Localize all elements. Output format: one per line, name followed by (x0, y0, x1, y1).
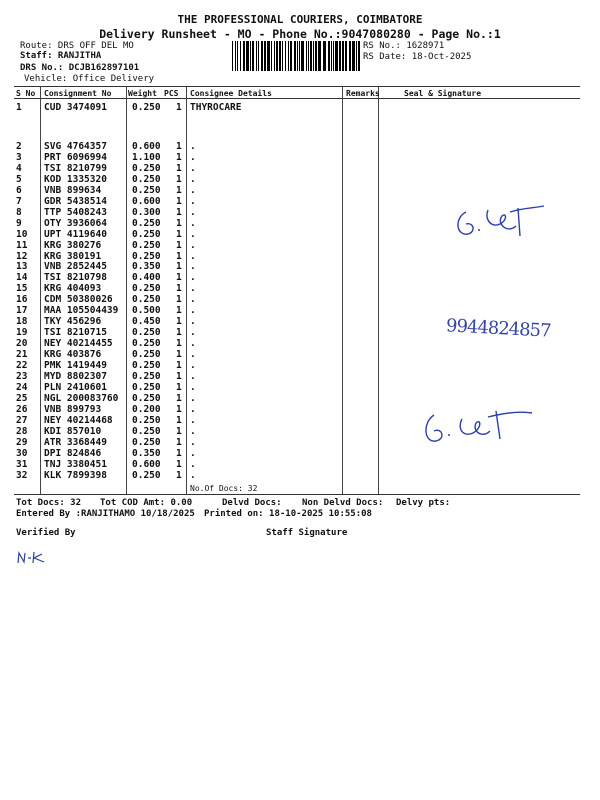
row-weight: 0.250 (132, 425, 161, 437)
barcode-bar (282, 41, 283, 71)
row-consignment-no: KDI 857010 (44, 425, 102, 437)
row-pcs: 1 (176, 338, 182, 350)
row-consignment-no: SVG 4764357 (44, 141, 107, 152)
row-pcs: 1 (176, 403, 182, 415)
row-consignee: . (190, 338, 196, 350)
row-consignee: . (190, 141, 196, 152)
row-weight: 0.400 (132, 272, 161, 284)
row-pcs: 1 (176, 447, 182, 459)
drs-number: DRS No.: DCJB162897101 (20, 63, 140, 73)
row-pcs: 1 (176, 370, 182, 382)
row-consignment-no: TSI 8210715 (44, 327, 107, 339)
row-sno: 11 (16, 239, 28, 251)
header-remarks: Remarks (346, 89, 380, 98)
row-weight: 0.250 (132, 250, 161, 262)
company-title: THE PROFESSIONAL COURIERS, COIMBATORE (177, 13, 423, 26)
row-pcs: 1 (176, 425, 182, 437)
row-consignment-no: KRG 403876 (44, 349, 102, 361)
row-consignment-no: GDR 5438514 (44, 195, 107, 207)
row-sno: 21 (16, 349, 28, 361)
row-consignee: . (190, 403, 196, 415)
row-consignee: . (190, 349, 196, 361)
row-weight: 0.250 (132, 360, 161, 371)
row-consignment-no: VNB 899793 (44, 403, 102, 415)
barcode-bar (288, 41, 289, 71)
table-header-border (14, 98, 580, 99)
column-divider (126, 87, 127, 494)
barcode (232, 41, 360, 71)
row-consignment-no: PRT 6096994 (44, 151, 107, 163)
row-consignment-no: CUD 3474091 (44, 102, 107, 113)
header-sno: S No (16, 89, 36, 98)
row-weight: 0.600 (132, 458, 161, 470)
row-sno: 8 (16, 206, 22, 218)
row-consignment-no: TNJ 3380451 (44, 458, 107, 470)
row-weight: 0.250 (132, 392, 161, 404)
row-sno: 30 (16, 447, 28, 459)
barcode-bar (271, 41, 272, 71)
row-consignee: . (190, 469, 196, 481)
row-weight: 0.350 (132, 261, 161, 273)
no-of-docs: No.Of Docs: 32 (190, 484, 258, 493)
row-pcs: 1 (176, 195, 182, 207)
row-consignee: . (190, 381, 196, 393)
tot-cod-amt: Tot COD Amt: 0.00 (100, 498, 193, 508)
row-weight: 0.600 (132, 195, 161, 207)
row-sno: 1 (16, 102, 22, 113)
row-sno: 14 (16, 272, 28, 284)
row-pcs: 1 (176, 272, 182, 284)
row-weight: 0.350 (132, 447, 161, 459)
barcode-bar (328, 41, 330, 71)
staff-label: Staff: RANJITHA (20, 51, 102, 61)
barcode-bar (352, 41, 355, 71)
row-consignee: . (190, 173, 196, 185)
header-seal-signature: Seal & Signature (404, 89, 482, 98)
row-weight: 0.500 (132, 305, 161, 317)
row-pcs: 1 (176, 151, 182, 163)
table-top-border (14, 86, 580, 87)
row-consignee: . (190, 250, 196, 262)
barcode-bar (267, 41, 270, 71)
row-consignee: . (190, 151, 196, 163)
row-pcs: 1 (176, 173, 182, 185)
row-weight: 0.250 (132, 228, 161, 240)
header-weight: Weight (128, 89, 157, 98)
delvd-docs: Delvd Docs: (222, 498, 282, 508)
barcode-bar (358, 41, 360, 71)
barcode-bar (315, 41, 317, 71)
row-pcs: 1 (176, 294, 182, 306)
handwritten-signature (420, 405, 540, 450)
row-pcs: 1 (176, 217, 182, 229)
barcode-bar (301, 41, 304, 71)
row-weight: 0.250 (132, 173, 161, 185)
row-consignment-no: DPI 824846 (44, 447, 102, 459)
row-sno: 22 (16, 360, 28, 371)
row-sno: 32 (16, 469, 28, 481)
row-sno: 23 (16, 370, 28, 382)
row-sno: 7 (16, 195, 22, 207)
row-consignment-no: PMK 1419449 (44, 360, 107, 371)
barcode-bar (250, 41, 251, 71)
row-consignee: . (190, 414, 196, 426)
row-pcs: 1 (176, 327, 182, 339)
row-weight: 0.250 (132, 283, 161, 295)
row-weight: 0.250 (132, 184, 161, 196)
row-sno: 6 (16, 184, 22, 196)
row-sno: 3 (16, 151, 22, 163)
barcode-bar (235, 41, 236, 71)
handwritten-initials (16, 550, 52, 566)
column-divider (342, 87, 343, 494)
row-pcs: 1 (176, 458, 182, 470)
row-consignment-no: MAA 105504439 (44, 305, 119, 317)
column-divider (186, 87, 187, 494)
row-weight: 0.200 (132, 403, 161, 415)
row-weight: 0.250 (132, 162, 161, 174)
row-sno: 31 (16, 458, 28, 470)
row-consignment-no: KOD 1335320 (44, 173, 107, 185)
staff-signature-label: Staff Signature (266, 528, 348, 538)
row-consignment-no: MYD 8802307 (44, 370, 107, 382)
barcode-bar (299, 41, 300, 71)
barcode-bar (297, 41, 298, 71)
row-pcs: 1 (176, 228, 182, 240)
row-consignee: . (190, 217, 196, 229)
table-bottom-border (14, 494, 580, 495)
row-consignment-no: PLN 2410601 (44, 381, 107, 393)
row-weight: 1.100 (132, 151, 161, 163)
row-consignee: . (190, 294, 196, 306)
row-pcs: 1 (176, 349, 182, 361)
row-weight: 0.250 (132, 349, 161, 361)
row-consignee: . (190, 370, 196, 382)
row-consignment-no: KRG 380191 (44, 250, 102, 262)
row-pcs: 1 (176, 414, 182, 426)
barcode-bar (276, 41, 278, 71)
barcode-bar (339, 41, 341, 71)
row-sno: 28 (16, 425, 28, 437)
barcode-bar (258, 41, 259, 71)
row-consignment-no: TSI 8210799 (44, 162, 107, 174)
row-consignee: . (190, 184, 196, 196)
barcode-bar (243, 41, 245, 71)
handwritten-phone: 9944824857 (445, 315, 552, 342)
barcode-bar (240, 41, 241, 71)
row-consignment-no: KRG 380276 (44, 239, 102, 251)
row-consignment-no: CDM 50380026 (44, 294, 113, 306)
row-pcs: 1 (176, 392, 182, 404)
row-weight: 0.450 (132, 316, 161, 328)
row-pcs: 1 (176, 162, 182, 174)
barcode-bar (285, 41, 286, 71)
column-divider (40, 87, 41, 494)
row-pcs: 1 (176, 360, 182, 371)
row-consignee: . (190, 392, 196, 404)
column-divider (378, 87, 379, 494)
non-delvd-docs: Non Delvd Docs: (302, 498, 384, 508)
barcode-bar (308, 41, 309, 71)
row-consignment-no: KRG 404093 (44, 283, 102, 295)
row-weight: 0.250 (132, 239, 161, 251)
row-consignee: . (190, 447, 196, 459)
row-sno: 15 (16, 283, 28, 295)
row-pcs: 1 (176, 305, 182, 317)
route-label: Route: DRS OFF DEL MO (20, 41, 134, 51)
runsheet-subtitle: Delivery Runsheet - MO - Phone No.:9047080280 - Page No.:1 (99, 27, 501, 41)
row-consignee: . (190, 436, 196, 448)
barcode-bar (294, 41, 296, 71)
row-consignee: . (190, 316, 196, 328)
barcode-bar (333, 41, 334, 71)
row-sno: 25 (16, 392, 28, 404)
barcode-bar (264, 41, 266, 71)
row-sno: 27 (16, 414, 28, 426)
row-sno: 18 (16, 316, 28, 328)
row-consignee: . (190, 283, 196, 295)
row-sno: 10 (16, 228, 28, 240)
barcode-bar (342, 41, 344, 71)
row-pcs: 1 (176, 381, 182, 393)
row-consignee: . (190, 327, 196, 339)
row-consignee: . (190, 228, 196, 240)
barcode-bar (274, 41, 275, 71)
row-pcs: 1 (176, 469, 182, 481)
row-sno: 20 (16, 338, 28, 350)
row-pcs: 1 (176, 436, 182, 448)
row-sno: 2 (16, 141, 22, 152)
rs-date: RS Date: 18-Oct-2025 (363, 52, 472, 62)
row-weight: 0.250 (132, 338, 161, 350)
row-sno: 13 (16, 261, 28, 273)
vehicle-label: Vehicle: Office Delivery (24, 74, 155, 84)
row-pcs: 1 (176, 206, 182, 218)
row-consignee: . (190, 458, 196, 470)
row-consignee: . (190, 162, 196, 174)
row-consignment-no: NGL 200083760 (44, 392, 119, 404)
barcode-bar (232, 41, 233, 71)
row-sno: 12 (16, 250, 28, 262)
row-consignment-no: TTP 5408243 (44, 206, 107, 218)
row-weight: 0.250 (132, 469, 161, 481)
row-consignee: . (190, 360, 196, 371)
row-sno: 9 (16, 217, 22, 229)
row-consignment-no: NEY 40214455 (44, 338, 113, 350)
handwritten-signature (448, 200, 558, 245)
row-consignee: . (190, 261, 196, 273)
barcode-bar (323, 41, 326, 71)
row-sno: 17 (16, 305, 28, 317)
printed-on: Printed on: 18-10-2025 10:55:08 (204, 509, 372, 519)
row-sno: 29 (16, 436, 28, 448)
row-weight: 0.250 (132, 414, 161, 426)
row-consignee: . (190, 206, 196, 218)
row-pcs: 1 (176, 239, 182, 251)
tot-docs: Tot Docs: 32 (16, 498, 82, 508)
row-weight: 0.250 (132, 327, 161, 339)
entered-by: Entered By :RANJITHAMO 10/18/2025 (16, 509, 195, 519)
row-pcs: 1 (176, 316, 182, 328)
row-consignment-no: TKY 456296 (44, 316, 102, 328)
verified-by: Verified By (16, 528, 76, 538)
row-consignment-no: KLK 7899398 (44, 469, 107, 481)
header-consignee-details: Consignee Details (190, 89, 272, 98)
barcode-bar (279, 41, 281, 71)
row-weight: 0.250 (132, 436, 161, 448)
barcode-bar (237, 41, 238, 71)
row-consignee: THYROCARE (190, 102, 242, 113)
row-consignee: . (190, 272, 196, 284)
row-pcs: 1 (176, 141, 182, 152)
row-consignee: . (190, 239, 196, 251)
row-pcs: 1 (176, 102, 182, 113)
row-consignee: . (190, 425, 196, 437)
row-pcs: 1 (176, 184, 182, 196)
barcode-bar (318, 41, 321, 71)
barcode-bar (356, 41, 357, 71)
row-pcs: 1 (176, 283, 182, 295)
row-weight: 0.250 (132, 381, 161, 393)
barcode-bar (246, 41, 249, 71)
row-weight: 0.250 (132, 370, 161, 382)
row-consignment-no: TSI 8210798 (44, 272, 107, 284)
row-consignment-no: VNB 899634 (44, 184, 102, 196)
header-consignment-no: Consignment No (44, 89, 112, 98)
barcode-bar (310, 41, 312, 71)
row-consignment-no: OTY 3936064 (44, 217, 107, 229)
barcode-bar (349, 41, 351, 71)
row-weight: 0.600 (132, 141, 161, 152)
row-sno: 5 (16, 173, 22, 185)
row-pcs: 1 (176, 261, 182, 273)
row-consignment-no: VNB 2852445 (44, 261, 107, 273)
barcode-bar (313, 41, 314, 71)
row-consignment-no: ATR 3368449 (44, 436, 107, 448)
rs-number: RS No.: 1628971 (363, 41, 445, 51)
row-consignee: . (190, 195, 196, 207)
barcode-bar (256, 41, 257, 71)
header-pcs: PCS (164, 89, 179, 98)
barcode-bar (331, 41, 332, 71)
row-sno: 19 (16, 327, 28, 339)
barcode-bar (345, 41, 347, 71)
row-weight: 0.250 (132, 102, 161, 113)
barcode-bar (335, 41, 338, 71)
row-consignee: . (190, 305, 196, 317)
barcode-bar (252, 41, 254, 71)
row-weight: 0.300 (132, 206, 161, 218)
row-consignment-no: UPT 4119640 (44, 228, 107, 240)
row-sno: 26 (16, 403, 28, 415)
row-weight: 0.250 (132, 294, 161, 306)
row-sno: 24 (16, 381, 28, 393)
delvy-pts: Delvy pts: (396, 498, 451, 508)
row-consignment-no: NEY 40214468 (44, 414, 113, 426)
row-sno: 4 (16, 162, 22, 174)
row-weight: 0.250 (132, 217, 161, 229)
row-pcs: 1 (176, 250, 182, 262)
row-sno: 16 (16, 294, 28, 306)
barcode-bar (306, 41, 307, 71)
barcode-bar (290, 41, 292, 71)
barcode-bar (261, 41, 263, 71)
